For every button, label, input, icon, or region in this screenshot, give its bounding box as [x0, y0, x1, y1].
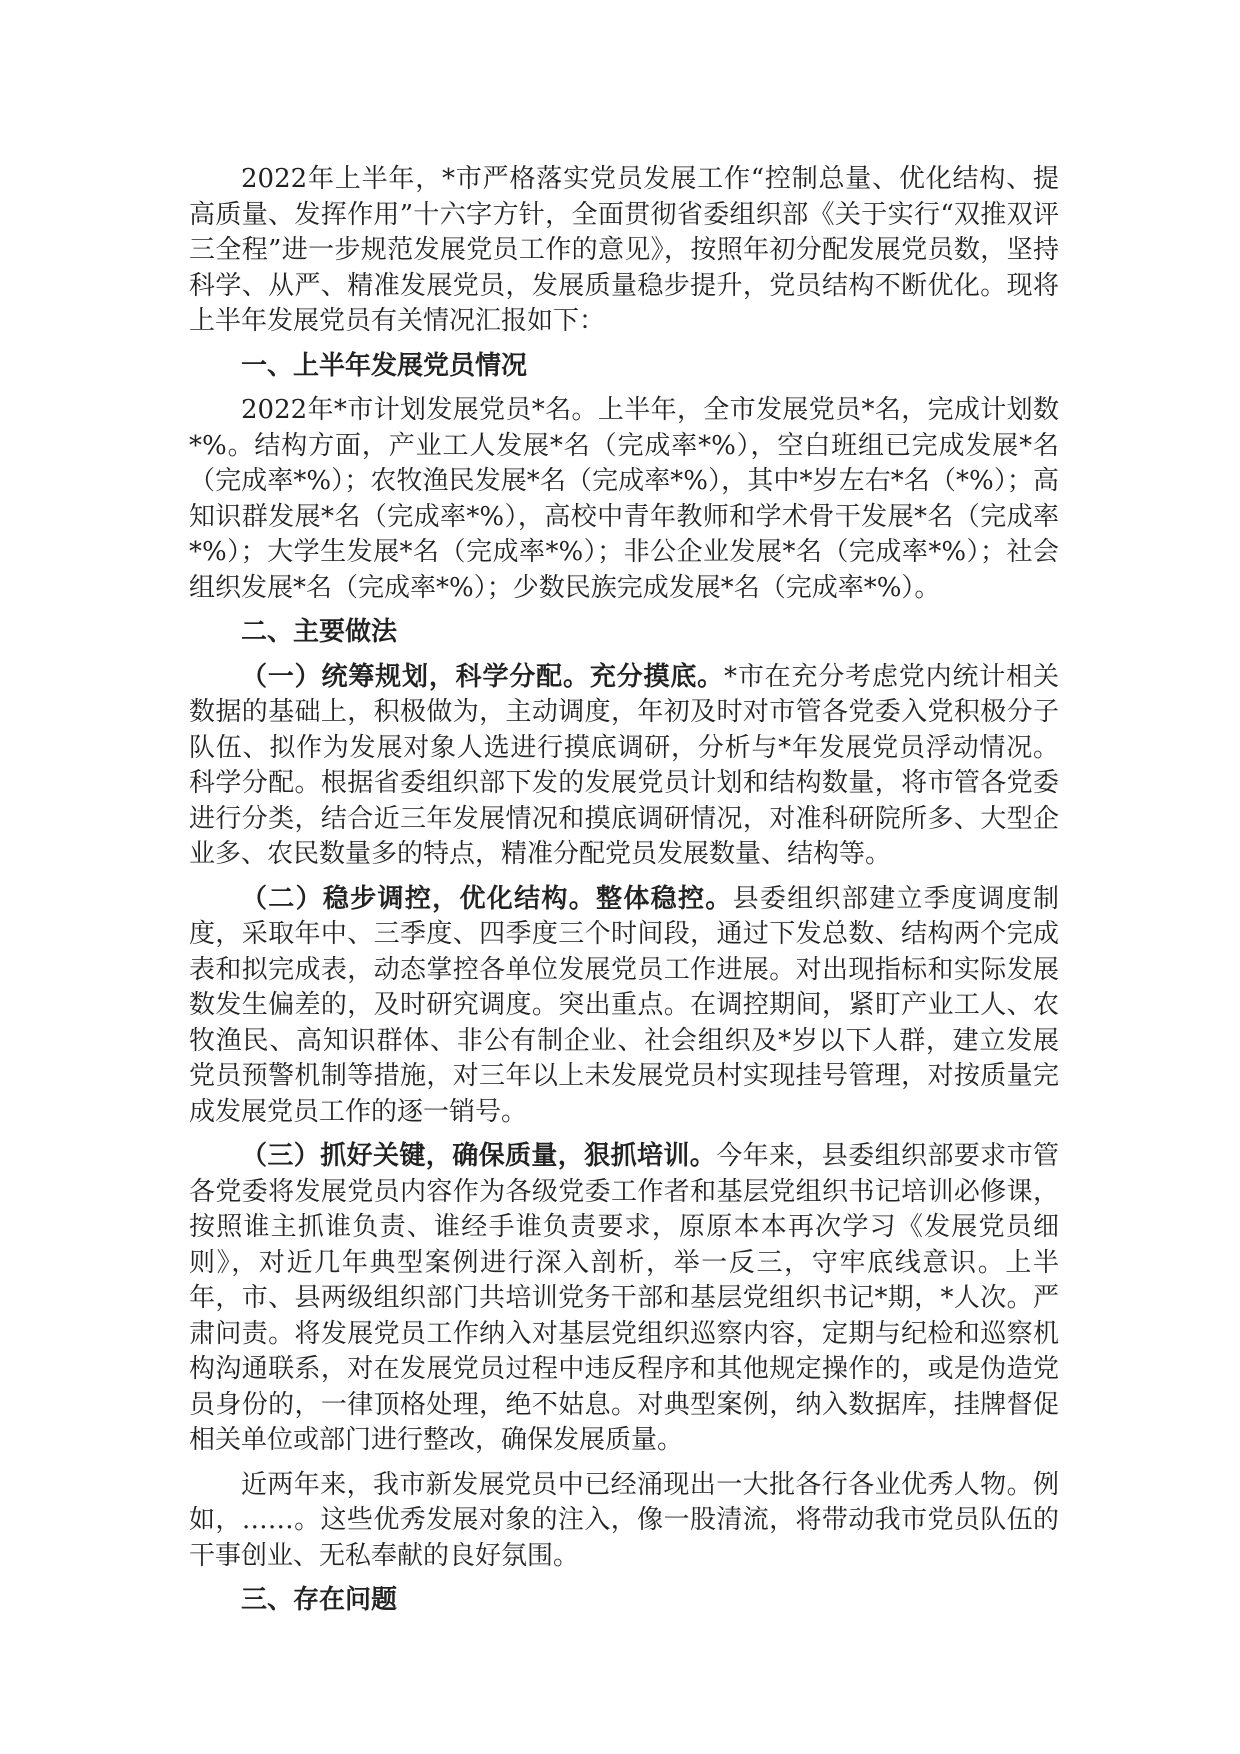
intro-paragraph: 2022年上半年，*市严格落实党员发展工作“控制总量、优化结构、提高质量、发挥作用”十六字方针，全面贯彻省委组织部《关于实行“双推双评三全程”进一步规范发展党员工作的意见》，按照年初分配发展党员数，坚持科学、从严、精准发展党员，发展质量稳步提升，党员结构不断优化。现将上半年发展党员有关情况汇报如下： — [189, 164, 1059, 336]
section1-paragraph: 2022年*市计划发展党员*名。上半年，全市发展党员*名，完成计划数*%。结构方面，产业工人发展*名（完成率*%），空白班组已完成发展*名（完成率*%）；农牧渔民发展*名（完成率*%），其中*岁左右*名（*%）；高知识群发展*名（完成率*%），高校中青年教师和学术骨干发展*名（完成率*%）；大学生发展*名（完成率*%）；非公企业发展*名（完成率*%）；社会组织发展*名（完成率*%）；少数民族完成发展*名（完成率*%）。 — [189, 395, 1059, 603]
section-heading-1: 一、上半年发展党员情况 — [241, 350, 528, 381]
measure-body-2: 县委组织部建立季度调度制度，采取年中、三季度、四季度三个时间段，通过下发总数、结构两个完成表和拟完成表，动态掌控各单位发展党员工作进展。对出现指标和实际发展数发生偏差的，及时研究调度。突出重点。在调控期间，紧盯产业工人、农牧渔民、高知识群体、非公有制企业、社会组织及*岁以下人群，建立发展党员预警机制等措施，对三年以上未发展党员村实现挂号管理，对按质量完成发展党员工作的逐一销号。 — [189, 883, 1059, 1127]
section-heading-3: 三、存在问题 — [241, 1585, 398, 1615]
measure-body-1: *市在充分考虑党内统计相关数据的基础上，积极做为，主动调度，年初及时对市管各党委入党积极分子队伍、拟作为发展对象人选进行摸底调研，分析与*年发展党员浮动情况。科学分配。根据省委组织部下发的发展党员计划和结构数量，将市管各党委进行分类，结合近三年发展情况和摸底调研情况，对准科研院所多、大型企业多、农民数量多的特点，精准分配党员发展数量、结构等。 — [189, 661, 1059, 869]
measure-body-3: 今年来，县委组织部要求市管各党委将发展党员内容作为各级党委工作者和基层党组织书记培训必修课，按照谁主抓谁负责、谁经手谁负责要求，原原本本再次学习《发展党员细则》，对近几年典型案例进行深入剖析，举一反三，守牢底线意识。上半年，市、县两级组织部门共培训党务干部和基层党组织书记*期，*人次。严肃问责。将发展党员工作纳入对基层党组织巡察内容，定期与纪检和巡察机构沟通联系，对在发展党员过程中违反程序和其他规定操作的，或是伪造党员身份的，一律顶格处理，绝不姑息。对典型案例，纳入数据库，挂牌督促相关单位或部门进行整改，确保发展质量。 — [189, 1141, 1059, 1455]
closing-paragraph: 近两年来，我市新发展党员中已经涌现出一大批各行各业优秀人物。例如，……。这些优秀发展对象的注入，像一股清流，将带动我市党员队伍的干事创业、无私奉献的良好氛围。 — [189, 1469, 1059, 1571]
document-page — [189, 162, 1059, 1628]
measure-lead-2: （二）稳步调控，优化结构。整体稳控。 — [241, 883, 733, 914]
measure-paragraph-3 — [189, 1139, 1059, 1459]
measure-lead-1: （一）统筹规划，科学分配。充分摸底。 — [241, 661, 724, 692]
measure-paragraph-1 — [189, 660, 1059, 873]
measure-lead-3: （三）抓好关键，确保质量，狠抓培训。 — [241, 1141, 717, 1171]
section-heading-2: 二、主要做法 — [241, 617, 398, 647]
measure-paragraph-2 — [189, 882, 1059, 1131]
